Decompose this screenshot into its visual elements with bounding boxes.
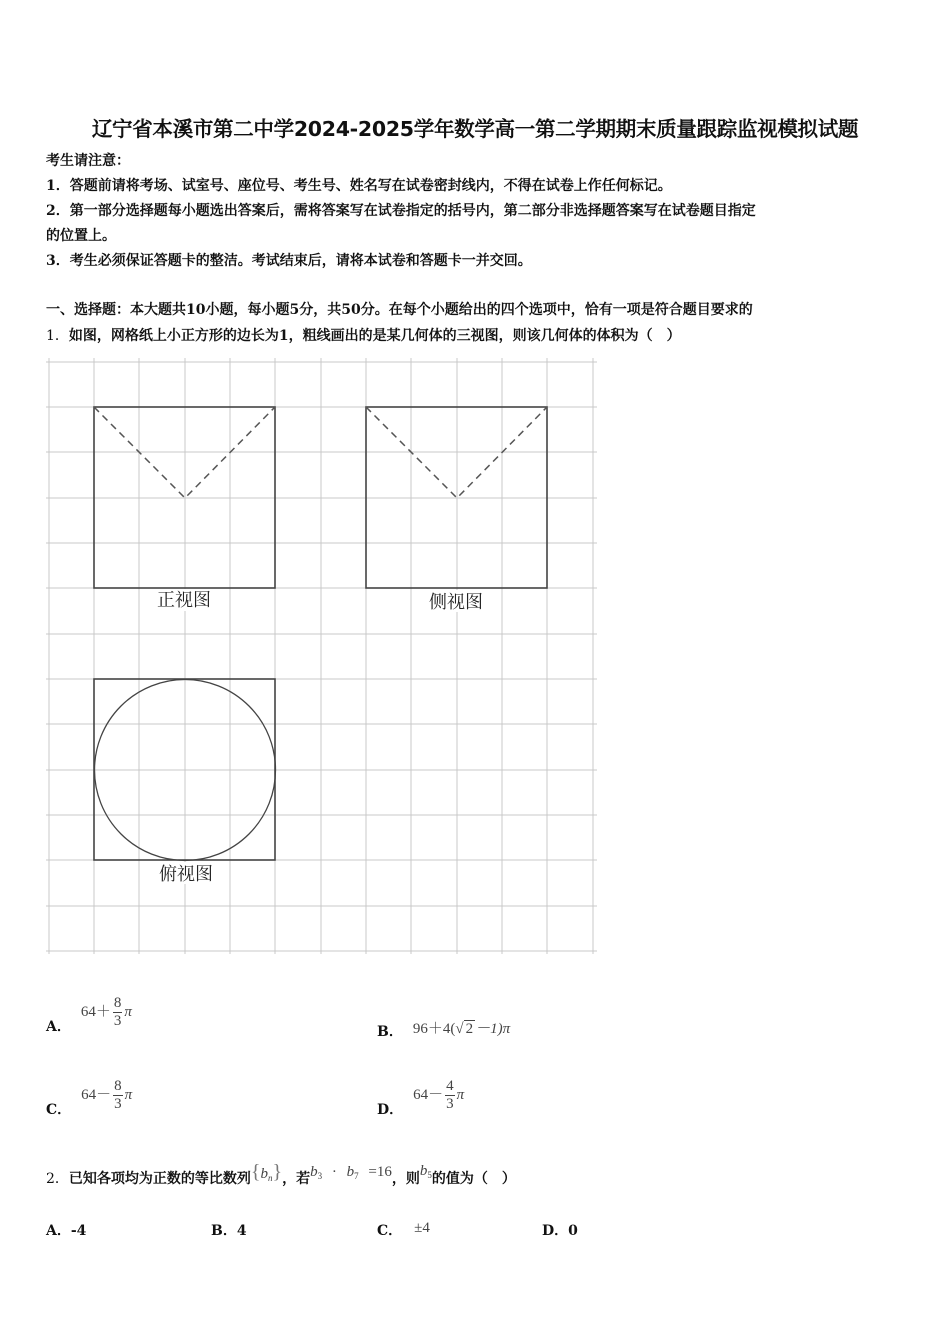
q1-option-a-num: 8 xyxy=(113,994,122,1011)
q2-option-d[interactable] xyxy=(542,1220,578,1240)
q1-option-b-label: B． xyxy=(377,1024,403,1040)
question-2-cond-sub7: 7 xyxy=(354,1170,359,1181)
notice-heading: 考生请注意： xyxy=(46,153,130,169)
question-2 xyxy=(46,1160,516,1188)
question-2-cond-dot: · xyxy=(331,1163,337,1180)
q1-option-d-pre: 64－ xyxy=(413,1086,444,1103)
q2-option-c[interactable] xyxy=(377,1216,430,1240)
q1-option-d[interactable] xyxy=(377,1075,464,1125)
q1-option-b[interactable] xyxy=(377,1013,510,1041)
q1-option-c-num: 8 xyxy=(114,1077,122,1094)
q1-option-c-pre: 64－ xyxy=(81,1086,112,1103)
q1-option-d-den: 3 xyxy=(446,1095,454,1112)
question-2-stem-d: 的值为（ ） xyxy=(431,1171,516,1187)
grid xyxy=(46,358,597,954)
q1-option-d-label: D． xyxy=(377,1102,404,1118)
question-2-cond-b3: b xyxy=(310,1163,318,1180)
q2-option-a-value: -4 xyxy=(70,1223,87,1239)
q2-option-d-value: 0 xyxy=(568,1223,578,1239)
notice-item-2a: 2．第一部分选择题每小题选出答案后，需将答案写在试卷指定的括号内，第二部分非选择题答案写在试卷题目指定 xyxy=(46,203,756,219)
q1-option-c-expr xyxy=(81,1078,132,1113)
question-2-target xyxy=(420,1163,432,1180)
q1-option-b-expr: 96＋4(√ 2 －1)π xyxy=(412,1020,511,1037)
question-2-seq-sub: n xyxy=(268,1172,273,1183)
q1-option-b-post: －1)π xyxy=(475,1020,511,1037)
q1-option-d-fraction xyxy=(445,1078,455,1113)
q1-option-d-num: 4 xyxy=(446,1077,454,1094)
q1-option-c[interactable] xyxy=(46,1075,132,1125)
q1-option-a[interactable] xyxy=(46,992,132,1042)
q1-option-a-expr xyxy=(81,995,132,1030)
q1-option-d-expr xyxy=(413,1078,464,1113)
page-title: 辽宁省本溪市第二中学2024-2025学年数学高一第二学期期末质量跟踪监视模拟试题 xyxy=(91,117,859,141)
question-1-stem: 如图，网格纸上小正方形的边长为1，粗线画出的是某几何体的三视图，则该几何体的体积为（ ） xyxy=(68,328,681,344)
q2-option-b-label: B． xyxy=(211,1223,237,1239)
q1-option-a-post: π xyxy=(124,1003,132,1020)
q1-option-a-fraction xyxy=(113,995,123,1030)
q1-option-a-pre: 64＋ xyxy=(80,1003,111,1020)
q2-option-a[interactable] xyxy=(46,1220,86,1240)
q2-option-b-value: 4 xyxy=(236,1223,247,1239)
question-1-number: 1． xyxy=(46,328,69,344)
q2-option-d-label: D． xyxy=(542,1223,569,1239)
question-2-cond-sub3: 3 xyxy=(317,1170,323,1181)
q1-option-a-label: A． xyxy=(46,1019,71,1035)
question-2-stem-a: 已知各项均为正数的等比数列 xyxy=(68,1171,251,1187)
question-2-sequence: $\{b_n\}$ xyxy=(250,1160,283,1183)
question-2-cond-eq: =16 xyxy=(368,1163,392,1180)
q1-option-b-radicand: 2 xyxy=(465,1020,474,1037)
question-2-seq-b: b xyxy=(260,1165,269,1182)
question-2-stem-c: ，则 xyxy=(391,1171,420,1187)
question-2-number: 2． xyxy=(46,1171,69,1187)
section-heading: 一、选择题：本大题共10小题，每小题5分，共50分。在每个小题给出的四个选项中，恰有一项是符合题目要求的 xyxy=(46,302,753,318)
q1-option-a-den: 3 xyxy=(113,1012,122,1029)
q2-option-b[interactable] xyxy=(211,1220,247,1240)
front-view-label: 正视图 xyxy=(157,590,211,611)
q1-option-b-pre: 96＋4( xyxy=(412,1020,456,1037)
notice-item-1: 1．答题前请将考场、试室号、座位号、考生号、姓名写在试卷密封线内，不得在试卷上作任何标记。 xyxy=(46,178,672,194)
q2-option-a-label: A． xyxy=(46,1223,71,1239)
notice-item-2b: 的位置上。 xyxy=(46,228,116,244)
q1-option-c-den: 3 xyxy=(114,1095,122,1112)
q1-option-c-fraction xyxy=(113,1078,123,1113)
side-view-label: 侧视图 xyxy=(429,592,483,613)
q2-option-c-value: ±4 xyxy=(414,1219,430,1236)
notice-item-3: 3．考生必须保证答题卡的整洁。考试结束后，请将本试卷和答题卡一并交回。 xyxy=(46,253,532,269)
question-2-cond-b7: b xyxy=(346,1163,355,1180)
q1-option-c-post: π xyxy=(124,1086,133,1103)
top-view-label: 俯视图 xyxy=(159,864,213,885)
q1-option-c-label: C． xyxy=(46,1102,72,1118)
question-2-ask-sub: 5 xyxy=(427,1169,432,1180)
question-2-condition xyxy=(310,1164,392,1181)
q2-option-c-label: C． xyxy=(377,1223,403,1239)
question-2-ask-b: b xyxy=(419,1162,428,1179)
q1-option-d-post: π xyxy=(456,1086,465,1103)
question-2-stem-b: ，若 xyxy=(282,1171,311,1187)
